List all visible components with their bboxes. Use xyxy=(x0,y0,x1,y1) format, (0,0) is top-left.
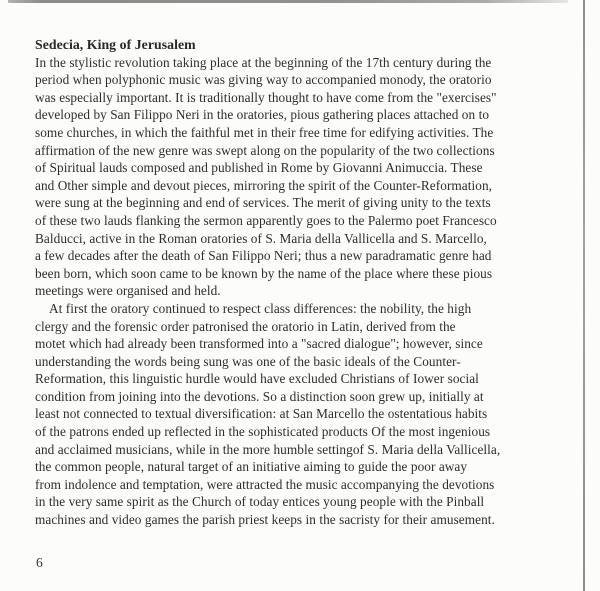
text-line: and Other simple and devout pieces, mirroring the spirit of the Counter-Reformation, xyxy=(35,177,493,193)
top-edge-scan-line xyxy=(8,0,568,3)
paragraph xyxy=(35,54,575,300)
text-line: was especially important. It is traditionally thought to have come from the "exercises" xyxy=(35,89,497,105)
text-line: period when polyphonic music was giving way to accompanied monody, the oratorio xyxy=(35,72,492,88)
text-line: At first the oratory continued to respect class differences: the nobility, the high xyxy=(49,300,472,316)
text-line: developed by San Filippo Neri in the oratories, pious gathering places attached on to xyxy=(35,107,490,123)
text-line: meetings were organised and held. xyxy=(35,283,221,299)
text-line: affirmation of the new genre was swept along on the popularity of the two collections xyxy=(35,142,495,158)
paragraph xyxy=(35,300,575,529)
text-line: and acclaimed musicians, while in the more humble settingof S. Maria della Vallicella, xyxy=(35,441,501,457)
text-line: of these two lauds flanking the sermon apparently goes to the Palermo poet Francesco xyxy=(35,212,497,228)
text-line: Balducci, active in the Roman oratories of S. Maria della Vallicella and S. Marcello, xyxy=(35,230,487,246)
text-line: a few decades after the death of San Filippo Neri; thus a new paradramatic genre had xyxy=(35,248,492,264)
text-line: motet which had already been transformed into a "sacred dialogue"; however, since xyxy=(35,336,483,352)
right-edge-scan-line xyxy=(583,0,585,591)
text-line: In the stylistic revolution taking place at the beginning of the 17th century during the xyxy=(35,54,492,70)
text-line: of Spiritual lauds composed and published in Rome by Giovanni Animuccia. These xyxy=(35,160,483,176)
text-line: least not connected to textual diversification: at San Marcello the ostentatious habits xyxy=(35,406,488,422)
text-line: the common people, natural target of an initiative aiming to guide the poor away xyxy=(35,459,468,475)
page-number: 6 xyxy=(36,555,43,570)
text-line: condition from joining into the devotions. So a distinction soon grew up, initially at xyxy=(35,388,484,404)
text-line: Reformation, this linguistic hurdle would have excluded Christians of Iower social xyxy=(35,371,479,387)
text-line: understanding the words being sung was one of the basic ideals of the Counter- xyxy=(35,353,461,369)
section-title: Sedecia, King of Jerusalem xyxy=(35,37,196,52)
text-line: been born, which soon came to be known by the name of the place where these pious xyxy=(35,265,493,281)
text-line: machines and video games the parish priest keeps in the sacristy for their amusement. xyxy=(35,512,495,528)
booklet-text-block xyxy=(35,36,575,529)
text-line: were sung at the beginning and end of services. The merit of giving unity to the texts xyxy=(35,195,491,211)
text-line: clergy and the forensic order patronised the oratorio in Latin, derived from the xyxy=(35,318,456,334)
text-line: of the patrons ended up reflected in the sophisticated products Of the most ingenious xyxy=(35,424,491,440)
text-line: some churches, in which the faithful met in their free time for edifying activities. The xyxy=(35,124,494,140)
text-line: in the very same spirit as the Church of today entices young people with the Pinball xyxy=(35,494,485,510)
text-line: from indolence and temptation, were attracted the music accompanying the devotions xyxy=(35,476,495,492)
